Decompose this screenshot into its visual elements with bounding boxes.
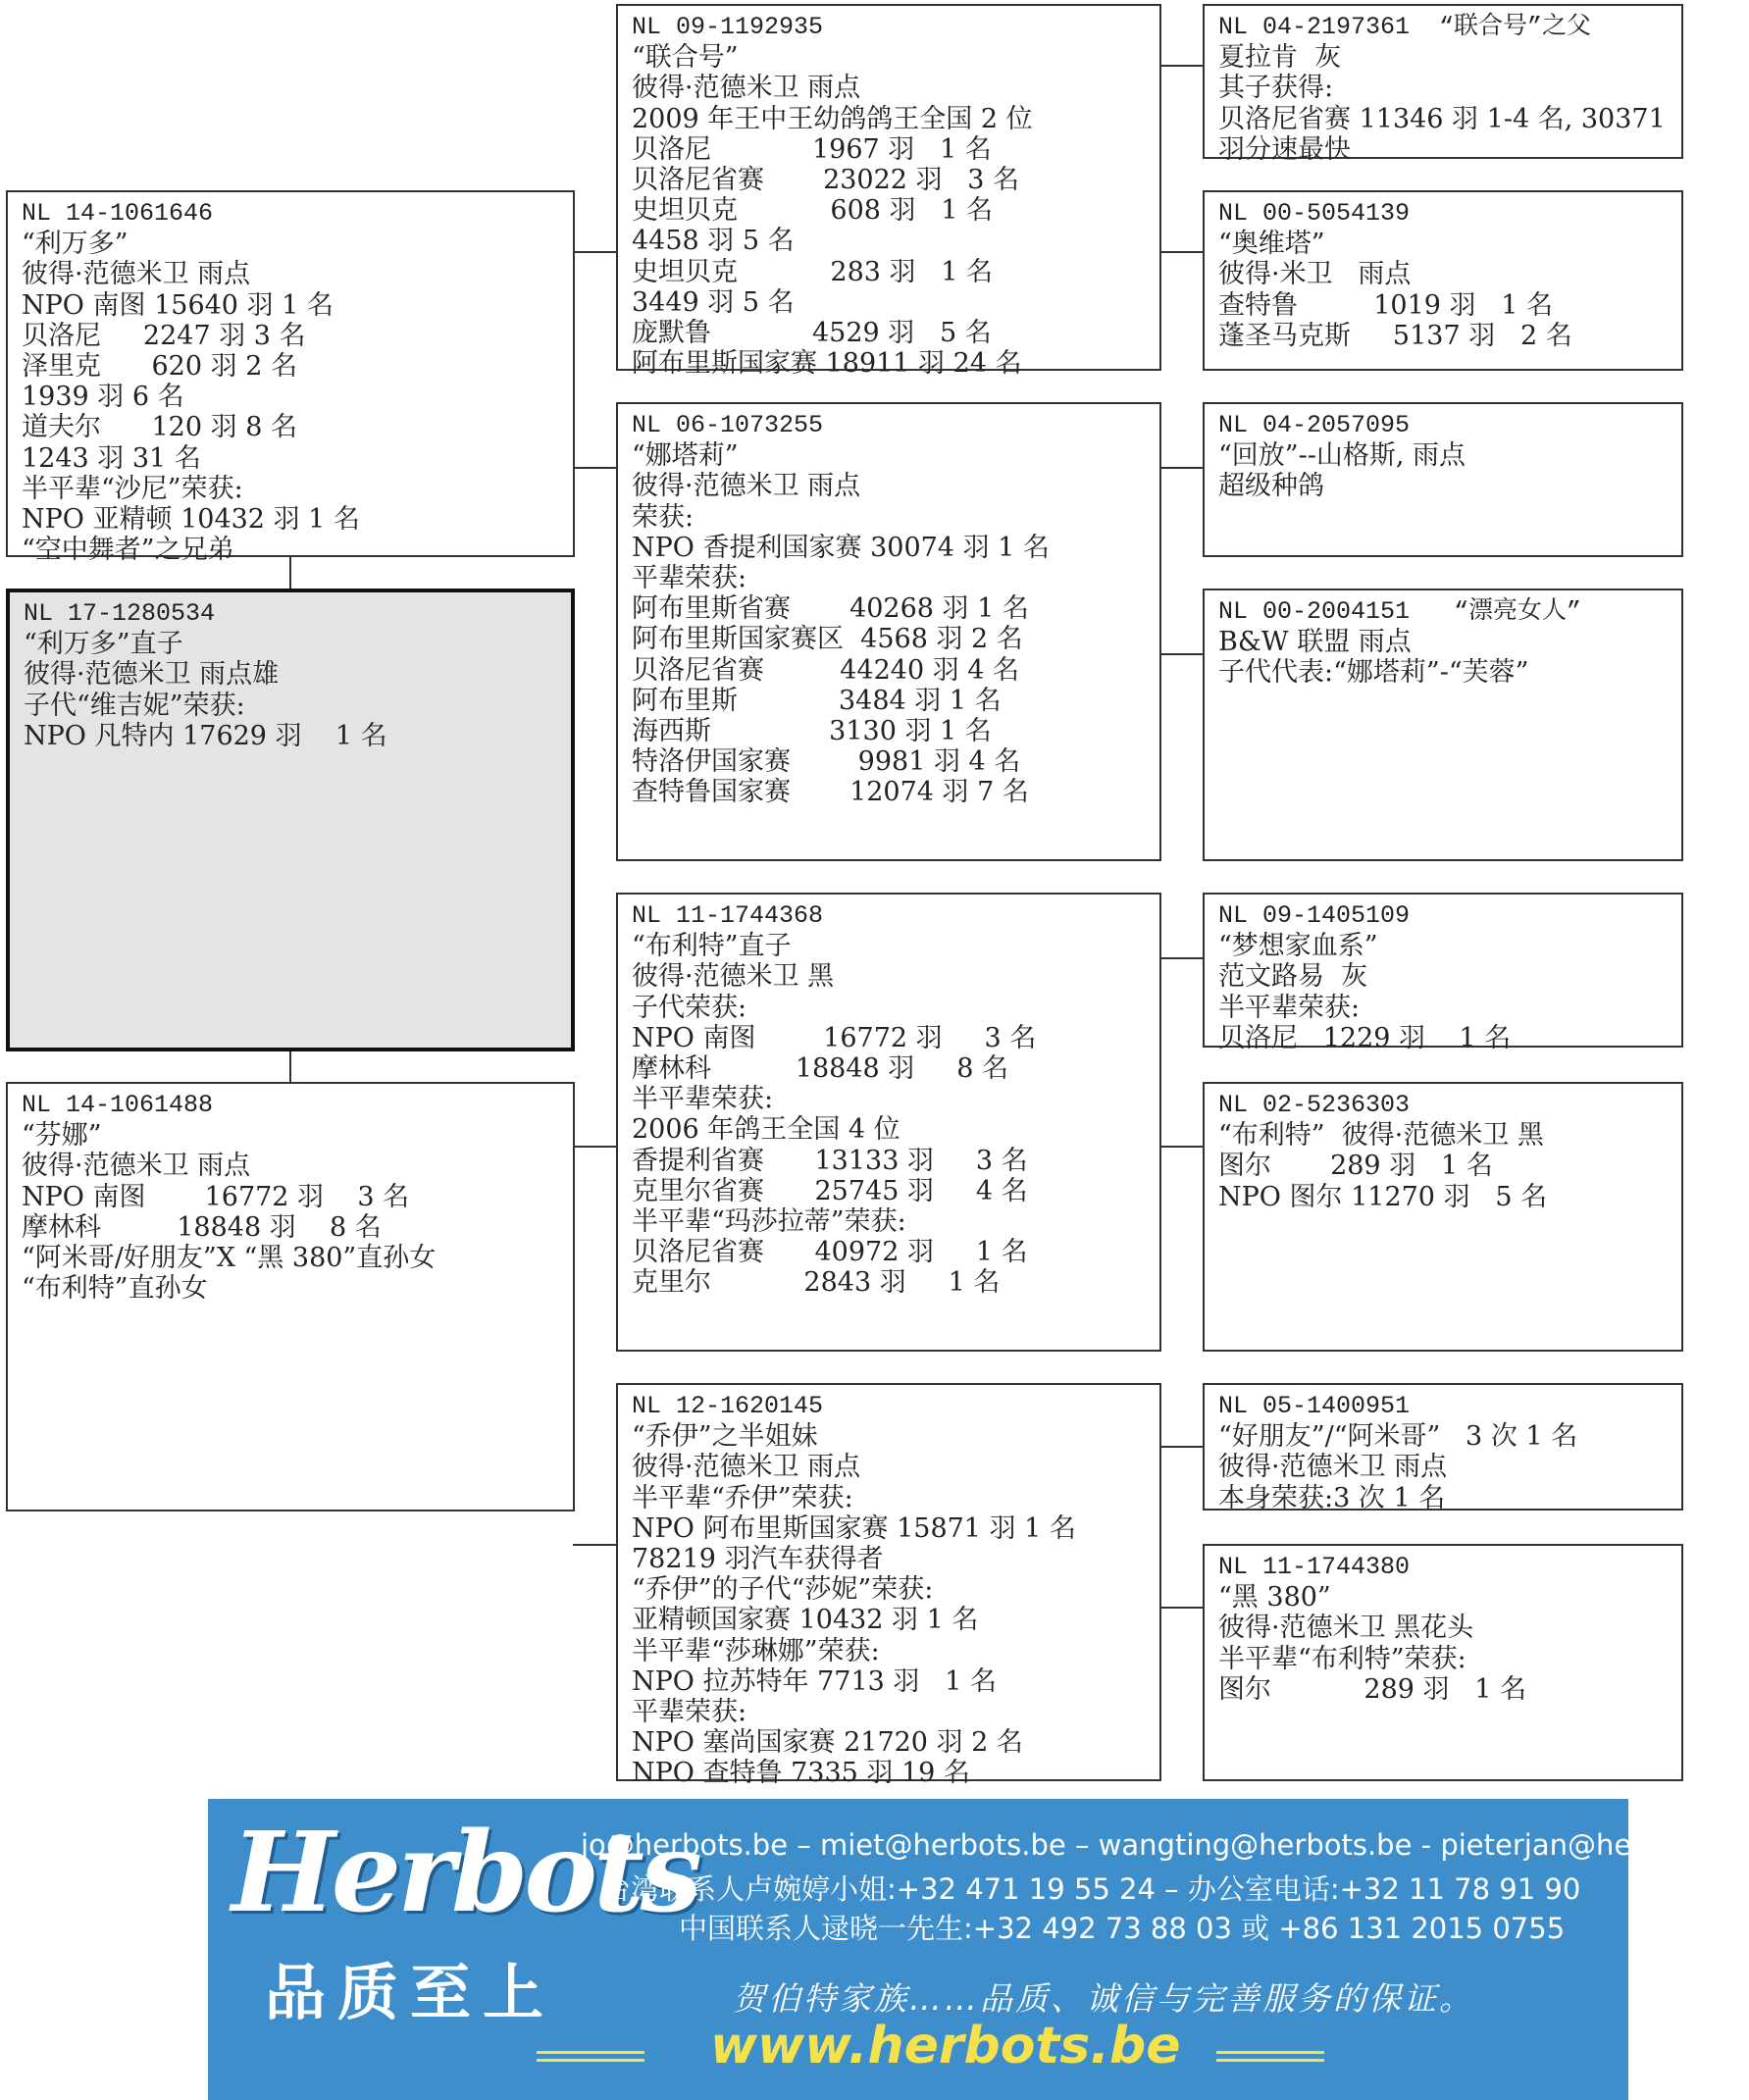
decor-line-left (537, 2059, 644, 2062)
pedigree-line: 平辈荣获: (632, 1697, 747, 1728)
pedigree-line: “乔伊”的子代“莎妮”荣获: (632, 1574, 934, 1606)
pedigree-line: 查特鲁 1019 羽 1 名 (1218, 289, 1554, 321)
connector (1159, 1146, 1203, 1148)
pedigree-line: 特洛伊国家赛 9981 羽 4 名 (632, 746, 1021, 778)
connector (289, 1050, 291, 1082)
ring-number: NL 00-5054139 (1218, 199, 1411, 228)
pedigree-line: 子代“维吉妮”荣获: (24, 690, 245, 721)
pedigree-line: “娜塔莉” (632, 440, 739, 472)
ring-number: NL 02-5236303 (1218, 1091, 1411, 1119)
pedigree-line: 彼得·范德米卫 雨点 (1218, 1452, 1448, 1483)
pedigree-line: 彼得·范德米卫 雨点 (632, 471, 861, 502)
pedigree-line: 彼得·范德米卫 黑花头 (1218, 1613, 1474, 1644)
pedigree-line: 贝洛尼 2247 羽 3 名 (22, 320, 306, 351)
pedigree-line: 半平辈“沙尼”荣获: (22, 473, 243, 504)
connector (573, 467, 616, 469)
decor-line-right (1216, 2051, 1324, 2054)
pedigree-line: 子代代表:“娜塔莉”-“芙蓉” (1218, 657, 1529, 689)
ring-number: NL 09-1405109 (1218, 901, 1411, 930)
connector (1159, 1446, 1203, 1448)
pedigree-line: “布利特”直孙女 (22, 1273, 208, 1305)
contact-emails[interactable]: jo@herbots.be – miet@herbots.be – wangting@herbots.be - pieterjan@herbots.be (581, 1828, 1749, 1862)
pedigree-card (1203, 190, 1683, 371)
pedigree-card (1203, 589, 1683, 861)
ring-number: NL 06-1073255 (632, 411, 824, 439)
pedigree-line: 半平辈“乔伊”荣获: (632, 1482, 853, 1513)
pedigree-line: NPO 塞尚国家赛 21720 羽 2 名 (632, 1727, 1023, 1759)
pedigree-line: NPO 阿布里斯国家赛 15871 羽 1 名 (632, 1512, 1076, 1544)
connector (1159, 957, 1203, 959)
pedigree-line: 78219 羽汽车获得者 (632, 1544, 884, 1575)
pedigree-line: NPO 凡特内 17629 羽 1 名 (24, 720, 387, 751)
pedigree-line: “乔伊”之半姐妹 (632, 1421, 818, 1453)
pedigree-card (6, 589, 575, 1051)
pedigree-line: 子代荣获: (632, 992, 747, 1023)
connector (573, 1146, 616, 1148)
pedigree-line: 查特鲁国家赛 12074 羽 7 名 (632, 777, 1029, 808)
pedigree-line: 3449 羽 5 名 (632, 286, 795, 318)
pedigree-line: 彼得·范德米卫 雨点 (632, 1452, 861, 1483)
pedigree-line: 半平辈“莎琳娜”荣获: (632, 1635, 880, 1666)
pedigree-line: 贝洛尼省赛 44240 羽 4 名 (632, 654, 1020, 686)
pedigree-line: NPO 香提利国家赛 30074 羽 1 名 (632, 532, 1050, 563)
pedigree-line: NPO 亚精顿 10432 羽 1 名 (22, 504, 360, 536)
pedigree-line: 本身荣获:3 次 1 名 (1218, 1482, 1446, 1513)
pedigree-card (6, 1082, 575, 1511)
pedigree-line: 彼得·范德米卫 雨点 (22, 1151, 251, 1182)
pedigree-line: B&W 联盟 雨点 (1218, 627, 1412, 658)
ring-number: NL 11-1744380 (1218, 1553, 1411, 1581)
pedigree-line: 荣获: (632, 501, 694, 533)
pedigree-line: 范文路易 灰 (1218, 961, 1368, 993)
pedigree-card (1203, 4, 1683, 165)
contact-banner (208, 1799, 1749, 2100)
decor-line-right (1216, 2059, 1324, 2062)
pedigree-line: 海西斯 3130 羽 1 名 (632, 716, 992, 747)
pedigree-line: 半平辈荣获: (632, 1084, 774, 1115)
pedigree-line: “奥维塔” (1218, 229, 1325, 260)
pedigree-line: 史坦贝克 608 羽 1 名 (632, 195, 994, 227)
pedigree-line: 史坦贝克 283 羽 1 名 (632, 256, 994, 287)
pedigree-line: 2009 年王中王幼鸽鸽王全国 2 位 (632, 103, 1033, 134)
decor-line-left (537, 2051, 644, 2054)
pedigree-card (616, 4, 1161, 380)
pedigree-line: NPO 图尔 11270 羽 5 名 (1218, 1181, 1548, 1212)
pedigree-line: 其子获得: (1218, 73, 1334, 104)
ring-number: NL 04-2057095 (1218, 411, 1411, 439)
ring-number: NL 12-1620145 (632, 1392, 824, 1420)
ring-number: NL 14-1061488 (22, 1091, 214, 1119)
ring-number: NL 00-2004151 “漂亮女人” (1218, 597, 1582, 626)
pedigree-line: 亚精顿国家赛 10432 羽 1 名 (632, 1605, 979, 1636)
pedigree-line: 1243 羽 31 名 (22, 442, 201, 474)
ring-number: NL 14-1061646 (22, 199, 214, 228)
pedigree-line: 贝洛尼省赛 40972 羽 1 名 (632, 1237, 1028, 1268)
ring-number: NL 11-1744368 (632, 901, 824, 930)
pedigree-line: “好朋友”/“阿米哥” 3 次 1 名 (1218, 1421, 1578, 1453)
pedigree-line: “回放”--山格斯, 雨点 (1218, 440, 1466, 472)
pedigree-line: 阿布里斯省赛 40268 羽 1 名 (632, 593, 1029, 625)
pedigree-line: NPO 拉苏特年 7713 羽 1 名 (632, 1665, 997, 1697)
pedigree-card (1203, 402, 1683, 557)
pedigree-line: 羽分速最快 (1218, 133, 1351, 165)
connector (573, 1544, 616, 1546)
taiwan-contact: 台湾联系人卢婉婷小姐:+32 471 19 55 24 – 办公室电话:+32 11 78 91 90 (602, 1872, 1581, 1906)
slogan: 品质至上 (265, 1957, 556, 2028)
pedigree-line: 图尔 289 羽 1 名 (1218, 1151, 1493, 1182)
pedigree-line: “利万多”直子 (24, 629, 183, 660)
connector (1159, 1607, 1203, 1609)
pedigree-line: 克里尔省赛 25745 羽 4 名 (632, 1175, 1028, 1206)
pedigree-line: “空中舞者”之兄弟 (22, 535, 234, 566)
pedigree-line: NPO 查特鲁 7335 羽 19 名 (632, 1758, 970, 1789)
pedigree-line: 半平辈“布利特”荣获: (1218, 1643, 1466, 1674)
pedigree-line: 香提利省赛 13133 羽 3 名 (632, 1145, 1028, 1176)
website-link[interactable]: www.herbots.be (710, 2017, 1181, 2075)
pedigree-line: 摩林科 18848 羽 8 名 (22, 1211, 382, 1243)
pedigree-line: 超级种鸽 (1218, 471, 1324, 502)
pedigree-line: 贝洛尼 1229 羽 1 名 (1218, 1022, 1512, 1053)
pedigree-line: NPO 南图 15640 羽 1 名 (22, 289, 334, 321)
connector (1159, 653, 1203, 655)
pedigree-line: “布利特” 彼得·范德米卫 黑 (1218, 1120, 1544, 1152)
pedigree-line: 贝洛尼省赛 23022 羽 3 名 (632, 165, 1020, 196)
pedigree-line: 庞默鲁 4529 羽 5 名 (632, 318, 992, 349)
pedigree-line: 贝洛尼 1967 羽 1 名 (632, 133, 992, 165)
pedigree-line: 摩林科 18848 羽 8 名 (632, 1053, 1008, 1085)
connector (1159, 467, 1203, 469)
pedigree-line: 2006 年鸽王全国 4 位 (632, 1114, 900, 1146)
pedigree-card (616, 402, 1161, 861)
pedigree-card (1203, 1383, 1683, 1511)
ring-number: NL 04-2197361 “联合号”之父 (1218, 13, 1592, 41)
pedigree-line: 彼得·范德米卫 黑 (632, 961, 835, 993)
pedigree-card (1203, 893, 1683, 1053)
pedigree-card (1203, 1082, 1683, 1352)
herbots-logo: Herbots (231, 1809, 698, 1937)
connector (1159, 65, 1203, 67)
pedigree-line: 彼得·范德米卫 雨点 (632, 73, 861, 104)
pedigree-line: “布利特”直子 (632, 931, 792, 962)
pedigree-card (616, 893, 1161, 1352)
pedigree-line: 彼得·米卫 雨点 (1218, 259, 1412, 290)
connector (573, 251, 616, 253)
pedigree-line: “芬娜” (22, 1120, 102, 1152)
pedigree-line: 1939 羽 6 名 (22, 382, 184, 413)
pedigree-line: 道夫尔 120 羽 8 名 (22, 412, 297, 443)
pedigree-line: 泽里克 620 羽 2 名 (22, 351, 297, 383)
pedigree-line: 蓬圣马克斯 5137 羽 2 名 (1218, 320, 1572, 351)
pedigree-line: “联合号” (632, 42, 739, 74)
pedigree-line: “黑 380” (1218, 1582, 1331, 1613)
ring-number: NL 09-1192935 (632, 13, 824, 41)
pedigree-line: NPO 南图 16772 羽 3 名 (22, 1181, 410, 1212)
pedigree-line: 彼得·范德米卫 雨点雄 (24, 659, 280, 691)
pedigree-line: 半平辈“玛莎拉蒂”荣获: (632, 1206, 906, 1238)
promise-text: 贺伯特家族……品质、诚信与完善服务的保证。 (733, 1979, 1474, 2018)
pedigree-line: “利万多” (22, 229, 129, 260)
pedigree-line: 图尔 289 羽 1 名 (1218, 1673, 1527, 1705)
pedigree-line: 彼得·范德米卫 雨点 (22, 259, 251, 290)
connector (1159, 251, 1203, 253)
pedigree-line: “梦想家血系” (1218, 931, 1378, 962)
ring-number: NL 17-1280534 (24, 599, 216, 628)
pedigree-card (6, 190, 575, 566)
pedigree-line: 贝洛尼省赛 11346 羽 1-4 名, 30371 (1218, 103, 1666, 134)
pedigree-line: 阿布里斯 3484 羽 1 名 (632, 685, 1002, 716)
ring-number: NL 05-1400951 (1218, 1392, 1411, 1420)
pedigree-card (616, 1383, 1161, 1789)
pedigree-line: 半平辈荣获: (1218, 992, 1361, 1023)
china-contact: 中国联系人逯晓一先生:+32 492 73 88 03 或 +86 131 2015 0755 (679, 1912, 1566, 1945)
pedigree-line: 阿布里斯国家赛区 4568 羽 2 名 (632, 624, 1023, 655)
pedigree-line: 克里尔 2843 羽 1 名 (632, 1267, 1001, 1299)
pedigree-line: 夏拉肯 灰 (1218, 42, 1342, 74)
pedigree-line: 平辈荣获: (632, 563, 747, 594)
pedigree-card (1203, 1544, 1683, 1781)
pedigree-line: 阿布里斯国家赛 18911 羽 24 名 (632, 348, 1022, 380)
pedigree-line: 4458 羽 5 名 (632, 226, 795, 257)
pedigree-line: “阿米哥/好朋友”X “黑 380”直孙女 (22, 1243, 437, 1274)
pedigree-line: NPO 南图 16772 羽 3 名 (632, 1022, 1037, 1053)
